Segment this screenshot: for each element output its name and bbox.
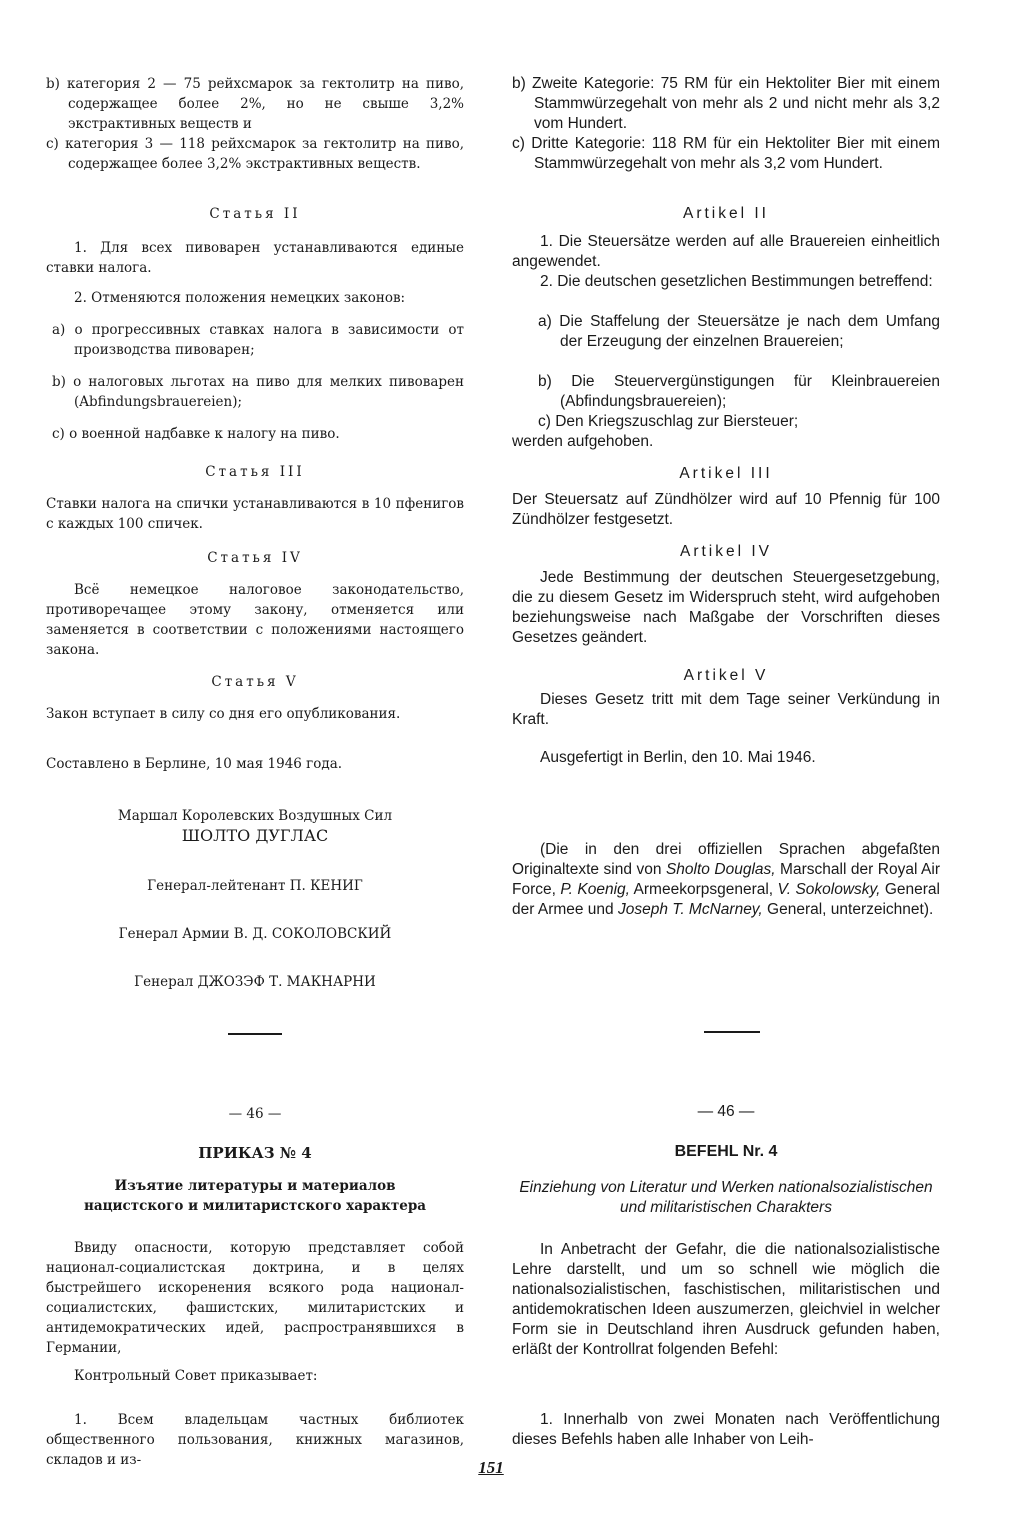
ru-item-b: b) категория 2 — 75 рейхсмарок за гектолитр на пиво, содержащее более 2%, но не свыше 3,2% экстрактивных веществ и (46, 76, 464, 132)
ru-order-p1: 1. Всем владельцам частных библиотек общественного пользования, книжных магазинов, складов и из- (46, 1412, 464, 1468)
ru-order-title: ПРИКАЗ № 4 (198, 1144, 312, 1162)
de-article-5-heading: Artikel V (683, 667, 769, 684)
de-article-4-text: Jede Bestimmung der deutschen Steuergesetzgebung, die zu diesem Gesetz im Widerspruch steht, wird aufgehoben beziehungsweise nach Maßgabe der Vorschriften dieses Gesetzes geändert. (512, 569, 940, 646)
de-article-5-text: Dieses Gesetz tritt mit dem Tage seiner Verkündung in Kraft. (512, 691, 940, 728)
ru-separator-rule (228, 1033, 282, 1035)
ru-article-5-text: Закон вступает в силу со дня его опубликования. (46, 706, 401, 722)
de-note-signatory-1: Sholto Douglas, (665, 861, 776, 878)
ru-article-5-heading: Статья V (211, 674, 299, 690)
de-note-text-1: (Die in den drei offiziellen Sprachen abgefaßten Originaltexte sind von (512, 841, 940, 878)
de-article-3-heading: Artikel III (679, 465, 773, 482)
ru-article-2-p1: 1. Для всех пивоварен устанавливаются единые ставки налога. (46, 240, 464, 276)
ru-item-c: c) категория 3 — 118 рейхсмарок за гектолитр на пиво, содержащее более 3,2% экстрактивных веществ. (46, 136, 464, 172)
de-note-signatory-2: P. Koenig, (560, 881, 630, 898)
ru-section-number: — 46 — (228, 1106, 282, 1122)
ru-signed-place-date: Составлено в Берлине, 10 мая 1946 года. (46, 756, 343, 772)
ru-article-4-text: Всё немецкое налоговое законодательство, противоречащее этому закону, отменяется или заменяется в соответствии с положениями настоящего закона. (46, 582, 464, 658)
de-signed-place-date: Ausgefertigt in Berlin, den 10. Mai 1946. (540, 749, 816, 766)
ru-order-subtitle: Изъятие литературы и материалов нацистского и милитаристского характера (83, 1178, 427, 1214)
de-note-text-5: General, unterzeichnet). (762, 901, 934, 918)
ru-signatory-1-title: Маршал Королевских Воздушных Сил (117, 808, 393, 824)
de-note-signatory-4: Joseph T. McNarney, (617, 901, 763, 918)
ru-order-council: Контрольный Совет приказывает: (74, 1368, 318, 1384)
ru-article-2-a: a) о прогрессивных ставках налога в зависимости от производства пивоварен; (52, 322, 464, 358)
de-article-2-heading: Artikel II (683, 205, 769, 222)
ru-signatory-3: Генерал Армии В. Д. СОКОЛОВСКИЙ (118, 926, 392, 942)
de-article-2-a: a) Die Staffelung der Steuersätze je nach dem Umfang der Erzeugung der einzelnen Brauereien; (538, 313, 940, 350)
de-separator-rule (704, 1031, 760, 1033)
page-number: 151 (478, 1458, 504, 1477)
de-article-2-p1: 1. Die Steuersätze werden auf alle Brauereien einheitlich angewendet. (512, 233, 940, 270)
de-article-3-text: Der Steuersatz auf Zündhölzer wird auf 10 Pfennig für 100 Zündhölzer festgesetzt. (512, 491, 940, 528)
ru-article-4-heading: Статья IV (207, 550, 303, 566)
de-article-2-end: werden aufgehoben. (512, 433, 654, 450)
ru-article-2-c: c) о военной надбавке к налогу на пиво. (52, 426, 340, 442)
de-note-text-3: Armeekorpsgeneral, (629, 881, 778, 898)
ru-signatory-4: Генерал ДЖОЗЭФ Т. МАКНАРНИ (134, 974, 376, 990)
de-article-2-b: b) Die Steuervergünstigungen für Kleinbrauereien (Abfindungsbrauereien); (538, 373, 940, 410)
de-article-4-heading: Artikel IV (679, 543, 772, 560)
de-original-text-note (512, 840, 940, 920)
de-article-2-c: c) Den Kriegszuschlag zur Biersteuer; (538, 413, 799, 430)
de-article-2-p2: 2. Die deutschen gesetzlichen Bestimmungen betreffend: (540, 273, 933, 290)
de-section-number: — 46 — (697, 1103, 755, 1120)
ru-article-2-heading: Статья II (209, 206, 301, 222)
de-order-intro: In Anbetracht der Gefahr, die die nationalsozialistische Lehre darstellt, und um so schnell wie möglich die nationalsozialistischen, faschistischen, militaristischen und antidemokratischen Ideen auszumerzen, gleichviel in welcher Form sie in Deutschland ihren Ausdruck gefunden haben, erläßt der Kontrollrat folgenden Befehl: (512, 1241, 940, 1358)
ru-signatory-1-name: ШОЛТО ДУГЛАС (181, 826, 329, 845)
ru-article-3-heading: Статья III (205, 464, 305, 480)
de-item-c: c) Dritte Kategorie: 118 RM für ein Hektoliter Bier mit einem Stammwürzegehalt von mehr als 3,2 vom Hundert. (512, 135, 940, 172)
de-order-subtitle: Einziehung von Literatur und Werken nationalsozialistischen und militaristischen Charakters (519, 1179, 933, 1216)
de-order-p1: 1. Innerhalb von zwei Monaten nach Veröffentlichung dieses Befehls haben alle Inhaber von Leih- (512, 1411, 940, 1448)
de-note-signatory-3: V. Sokolowsky, (777, 881, 881, 898)
de-note-text-4: General der Armee und (512, 881, 940, 918)
ru-article-2-p2: 2. Отменяются положения немецких законов: (74, 290, 406, 306)
de-item-b: b) Zweite Kategorie: 75 RM für ein Hektoliter Bier mit einem Stammwürzegehalt von mehr als 2 und nicht mehr als 3,2 vom Hundert. (512, 75, 940, 132)
de-order-title: BEFEHL Nr. 4 (674, 1143, 778, 1160)
ru-article-2-b: b) о налоговых льготах на пиво для мелких пивоварен (Abfindungsbrauereien); (52, 374, 464, 410)
de-note-text-2: Marschall der Royal Air Force, (512, 861, 940, 898)
ru-article-3-text: Ставки налога на спички устанавливаются в 10 пфенигов с каждых 100 спичек. (46, 496, 464, 532)
ru-order-intro: Ввиду опасности, которую представляет собой национал-социалистская доктрина, и в целях быстрейшего искоренения всякого рода национал-социалистских, фашистских, милитаристских и антидемократических идей, распространявшихся в Германии, (46, 1240, 464, 1356)
ru-signatory-2: Генерал-лейтенант П. КЕНИГ (147, 878, 363, 894)
